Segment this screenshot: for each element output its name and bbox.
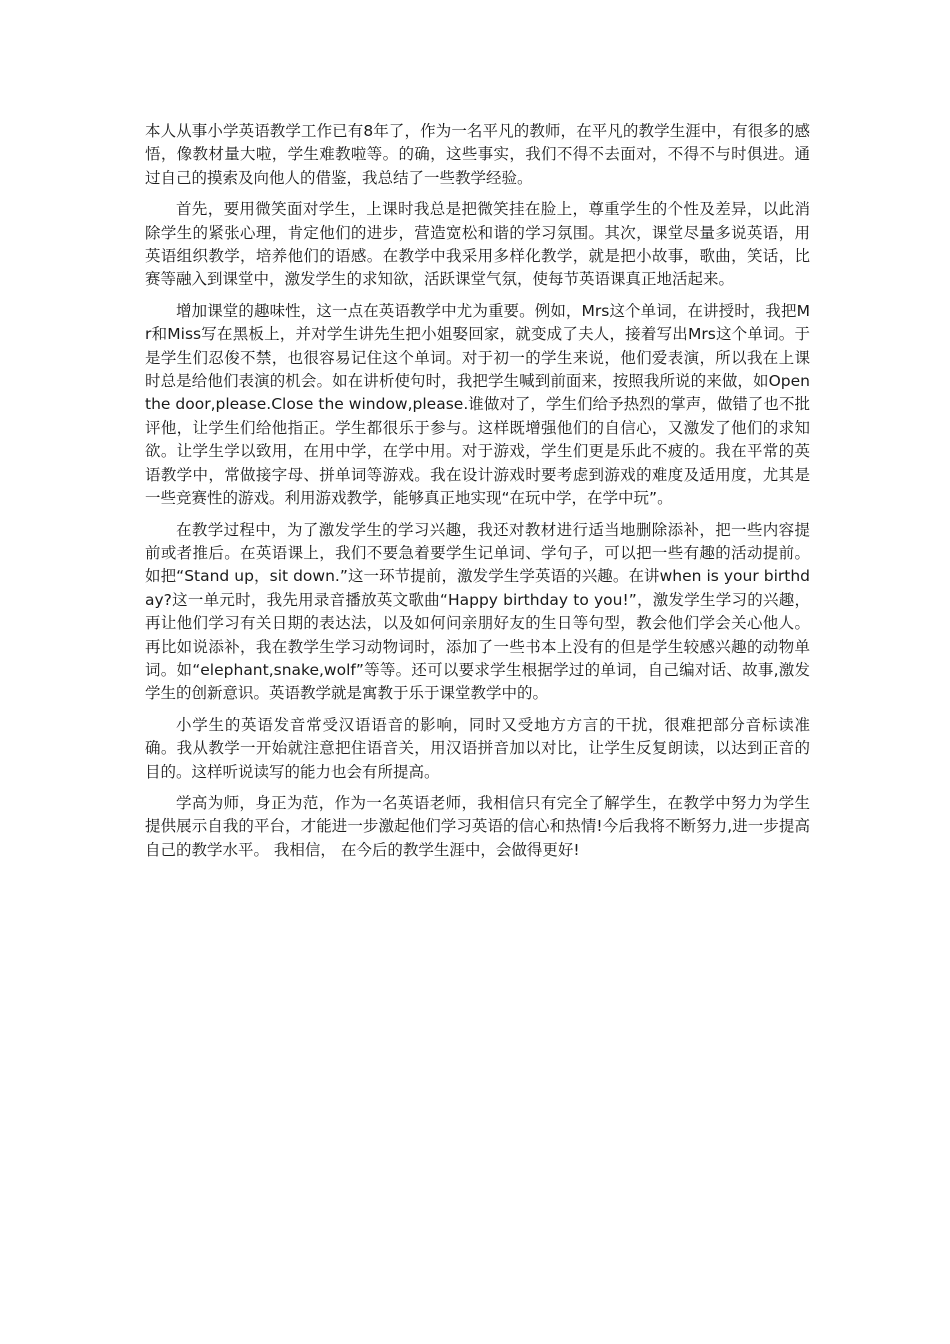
paragraph-conclusion: 学高为师，身正为范，作为一名英语老师，我相信只有完全了解学生，在教学中努力为学生提供展示自我的平台，才能进一步激起他们学习英语的信心和热情!今后我将不断努力,进一步提高自己的教学水平。 我相信， 在今后的教学生涯中，会做得更好! — [145, 793, 810, 859]
paragraph-smile-and-english: 首先，要用微笑面对学生，上课时我总是把微笑挂在脸上，尊重学生的个性及差异，以此消除学生的紧张心理，肯定他们的进步，营造宽松和谐的学习氛围。其次，课堂尽量多说英语，用英语组织教学，培养他们的语感。在教学中我采用多样化教学，就是把小故事，歌曲，笑话，比赛等融入到课堂中，激发学生的求知欲，活跃课堂气氛，使每节英语课真正地活起来。 — [145, 200, 810, 289]
paragraph-teaching-materials: 在教学过程中，为了激发学生的学习兴趣，我还对教材进行适当地删除添补，把一些内容提前或者推后。在英语课上，我们不要急着要学生记单词、学句子，可以把一些有趣的活动提前。如把“Stand up，sit down.”这一环节提前，激发学生学英语的兴趣。在讲when is your birthday?这一单元时，我先用录音播放英文歌曲“Happy birthday to you!”，激发学生学习的兴趣，再让他们学习有关日期的表达法，以及如何问亲朋好友的生日等句型，教会他们学会关心他人。再比如说添补，我在教学生学习动物词时，添加了一些书本上没有的但是学生较感兴趣的动物单词。如“elephant,snake,wolf”等等。还可以要求学生根据学过的单词，自己编对话、故事,激发学生的创新意识。英语教学就是寓教于乐于课堂教学中的。 — [145, 520, 810, 703]
paragraph-intro: 本人从事小学英语教学工作已有8年了，作为一名平凡的教师，在平凡的教学生涯中，有很多的感悟，像教材量大啦，学生难教啦等。的确，这些事实，我们不得不去面对，不得不与时俱进。通过自己的摸索及向他人的借鉴，我总结了一些教学经验。 — [145, 122, 810, 187]
document-body — [145, 120, 810, 870]
paragraph-classroom-interest: 增加课堂的趣味性，这一点在英语教学中尤为重要。例如，Mrs这个单词，在讲授时，我把Mr和Miss写在黑板上，并对学生讲先生把小姐娶回家，就变成了夫人，接着写出Mrs这个单词。于是学生们忍俊不禁，也很容易记住这个单词。对于初一的学生来说，他们爱表演，所以我在上课时总是给他们表演的机会。如在讲析使句时，我把学生喊到前面来，按照我所说的来做，如Open the door,please.Close the window,please.谁做对了，学生们给予热烈的掌声，做错了也不批评他，让学生们给他指正。学生都很乐于参与。这样既增强他们的自信心，又激发了他们的求知欲。让学生学以致用，在用中学，在学中用。对于游戏，学生们更是乐此不疲的。我在平常的英语教学中，常做接字母、拼单词等游戏。我在设计游戏时要考虑到游戏的难度及适用度，尤其是一些竞赛性的游戏。利用游戏教学，能够真正地实现“在玩中学，在学中玩”。 — [145, 301, 810, 508]
paragraph-pronunciation: 小学生的英语发音常受汉语语音的影响，同时又受地方方言的干扰，很难把部分音标读准确。我从教学一开始就注意把住语音关，用汉语拼音加以对比，让学生反复朗读，以达到正音的目的。这样听说读写的能力也会有所提高。 — [145, 715, 810, 781]
